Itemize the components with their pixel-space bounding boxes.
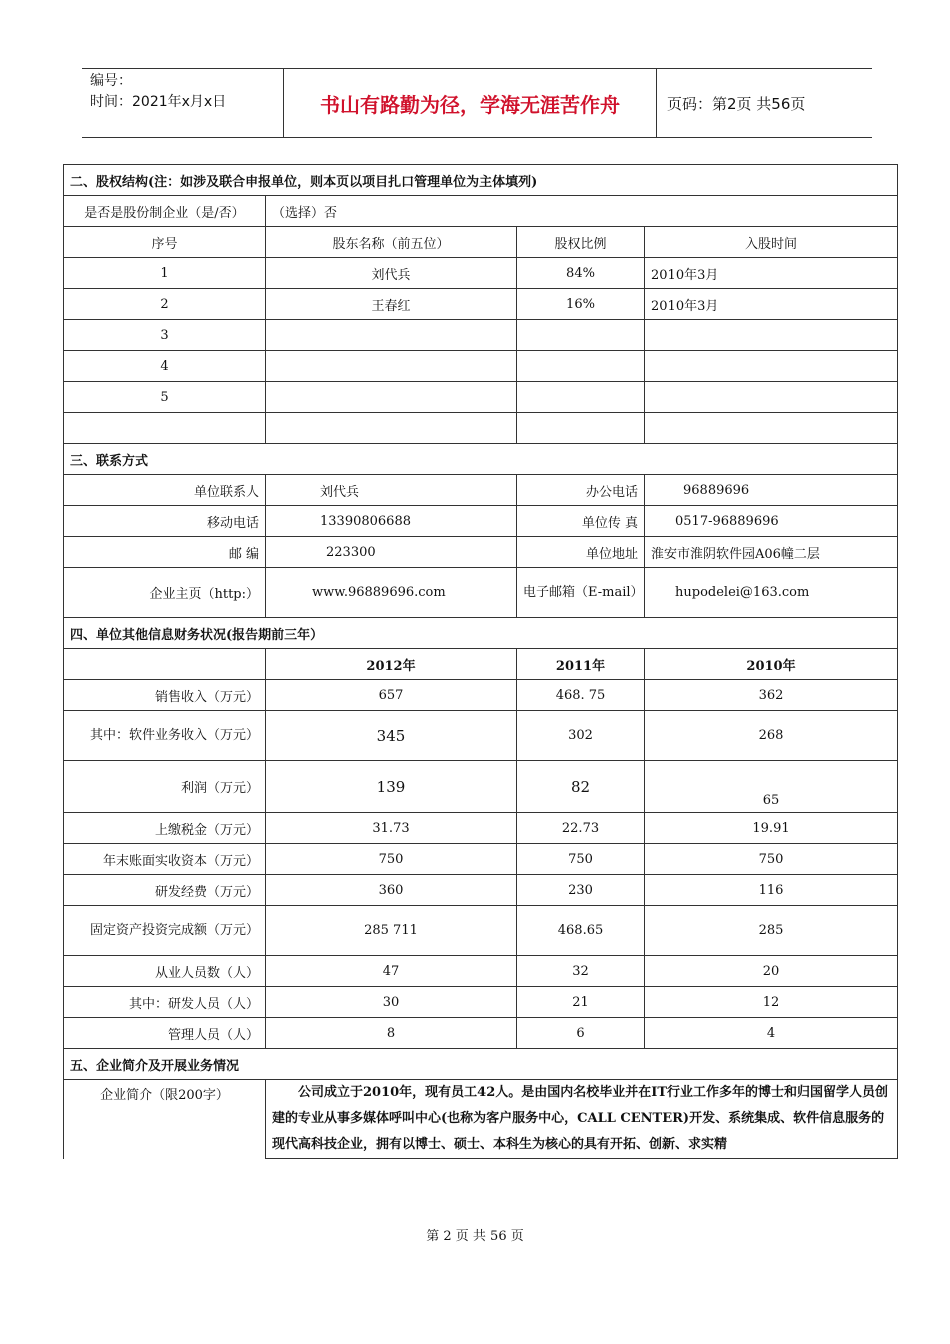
year-header-2010: 2010年 <box>645 649 898 680</box>
address-label: 单位地址 <box>517 537 645 568</box>
finance-value-2012[interactable]: 345 <box>266 711 517 761</box>
homepage-label: 企业主页（http:） <box>64 568 266 618</box>
table-row <box>64 1018 898 1049</box>
shareholding-row <box>64 196 898 227</box>
homepage-value[interactable]: www.96889696.com <box>266 568 517 618</box>
office-phone-label: 办公电话 <box>517 475 645 506</box>
table-row <box>64 906 898 956</box>
finance-row-label: 销售收入（万元） <box>64 680 266 711</box>
postcode-value[interactable]: 223300 <box>266 537 517 568</box>
finance-value-2012[interactable]: 750 <box>266 844 517 875</box>
finance-value-2012[interactable]: 47 <box>266 956 517 987</box>
shareholder-no: 1 <box>64 258 266 289</box>
finance-section-row <box>64 618 898 649</box>
header-page-info: 页码：第2页 共56页 <box>667 94 806 113</box>
office-phone-value[interactable]: 96889696 <box>645 475 898 506</box>
shareholder-name[interactable] <box>266 320 517 351</box>
intro-text-content: 公司成立于2010年，现有员工42人。是由国内名校毕业并在IT行业工作多年的博士和归国留学人员创建的专业从事多媒体呼叫中心(也称为客户服务中心，CALL CENTER)开发、系统集成、软件信息服务的现代高科技企业，拥有以博士、硕士、本科生为核心的具有开拓、创新、求实精 <box>272 1085 889 1152</box>
finance-value-2011[interactable]: 750 <box>517 844 645 875</box>
page-header <box>82 68 872 138</box>
contact-row <box>64 506 898 537</box>
shareholder-date[interactable] <box>645 382 898 413</box>
finance-value-2011[interactable]: 302 <box>517 711 645 761</box>
table-row <box>64 875 898 906</box>
finance-value-2010[interactable]: 12 <box>645 987 898 1018</box>
header-slogan: 书山有路勤为径，学海无涯苦作舟 <box>284 69 657 137</box>
table-row <box>64 258 898 289</box>
finance-row-label: 从业人员数（人） <box>64 956 266 987</box>
contact-row <box>64 475 898 506</box>
finance-row-label: 固定资产投资完成额（万元） <box>64 906 266 956</box>
page-footer: 第 2 页 共 56 页 <box>426 1229 524 1244</box>
col-header-shareholder: 股东名称（前五位） <box>266 227 517 258</box>
contact-section-title: 三、联系方式 <box>64 444 898 475</box>
intro-section-row <box>64 1049 898 1080</box>
shareholder-date[interactable] <box>645 320 898 351</box>
contact-person-value[interactable]: 刘代兵 <box>266 475 517 506</box>
intro-text[interactable] <box>266 1080 898 1159</box>
email-label: 电子邮箱（E-mail） <box>517 568 645 618</box>
finance-row-label: 其中：研发人员（人） <box>64 987 266 1018</box>
year-header-2011: 2011年 <box>517 649 645 680</box>
shareholding-label: 是否是股份制企业（是/否） <box>64 196 266 227</box>
table-row <box>64 351 898 382</box>
shareholder-name[interactable] <box>266 382 517 413</box>
table-row <box>64 413 898 444</box>
finance-value-2011[interactable]: 6 <box>517 1018 645 1049</box>
col-header-date: 入股时间 <box>645 227 898 258</box>
shareholder-name[interactable]: 王春红 <box>266 289 517 320</box>
contact-section-row <box>64 444 898 475</box>
finance-value-2010[interactable]: 362 <box>645 680 898 711</box>
finance-value-2010[interactable]: 268 <box>645 711 898 761</box>
table-row <box>64 761 898 813</box>
finance-value-2011[interactable]: 468. 75 <box>517 680 645 711</box>
shareholder-ratio[interactable]: 84% <box>517 258 645 289</box>
finance-value-2011[interactable]: 21 <box>517 987 645 1018</box>
address-value[interactable]: 淮安市淮阴软件园A06幢二层 <box>645 537 898 568</box>
shareholder-date[interactable] <box>645 413 898 444</box>
mobile-value[interactable]: 13390806688 <box>266 506 517 537</box>
contact-person-label: 单位联系人 <box>64 475 266 506</box>
shareholder-name[interactable] <box>266 351 517 382</box>
finance-value-2011[interactable]: 22.73 <box>517 813 645 844</box>
shareholder-ratio[interactable] <box>517 382 645 413</box>
finance-value-2012[interactable]: 139 <box>266 761 517 813</box>
postcode-label: 邮 编 <box>64 537 266 568</box>
finance-row-label: 研发经费（万元） <box>64 875 266 906</box>
finance-value-2010[interactable]: 285 <box>645 906 898 956</box>
table-row <box>64 680 898 711</box>
finance-row-label: 年末账面实收资本（万元） <box>64 844 266 875</box>
finance-row-label: 管理人员（人） <box>64 1018 266 1049</box>
contact-row <box>64 537 898 568</box>
shareholder-no: 5 <box>64 382 266 413</box>
col-header-no: 序号 <box>64 227 266 258</box>
shareholder-ratio[interactable] <box>517 351 645 382</box>
shareholder-ratio[interactable] <box>517 320 645 351</box>
shareholder-no: 4 <box>64 351 266 382</box>
finance-value-2012[interactable]: 360 <box>266 875 517 906</box>
table-row <box>64 382 898 413</box>
shareholder-date[interactable]: 2010年3月 <box>645 289 898 320</box>
equity-section-row <box>64 165 898 196</box>
contact-row <box>64 568 898 618</box>
intro-label: 企业简介（限200字） <box>64 1080 266 1159</box>
finance-row-label: 其中：软件业务收入（万元） <box>64 711 266 761</box>
table-row <box>64 320 898 351</box>
finance-row-label: 利润（万元） <box>64 761 266 813</box>
finance-row-label: 上缴税金（万元） <box>64 813 266 844</box>
shareholder-ratio[interactable] <box>517 413 645 444</box>
finance-value-2012[interactable]: 285 711 <box>266 906 517 956</box>
table-row <box>64 289 898 320</box>
finance-value-2011[interactable]: 468.65 <box>517 906 645 956</box>
shareholding-value[interactable]: （选择）否 <box>266 196 898 227</box>
finance-value-2010[interactable]: 65 <box>645 761 898 813</box>
email-value[interactable]: hupodelei@163.com <box>645 568 898 618</box>
equity-section-title: 二、股权结构(注：如涉及联合申报单位，则本页以项目扎口管理单位为主体填列) <box>64 165 898 196</box>
finance-value-2011[interactable]: 82 <box>517 761 645 813</box>
finance-header-empty <box>64 649 266 680</box>
finance-value-2011[interactable]: 32 <box>517 956 645 987</box>
shareholder-ratio[interactable]: 16% <box>517 289 645 320</box>
intro-section-title: 五、企业简介及开展业务情况 <box>64 1049 898 1080</box>
finance-value-2010[interactable]: 116 <box>645 875 898 906</box>
shareholder-date[interactable]: 2010年3月 <box>645 258 898 289</box>
table-row <box>64 987 898 1018</box>
shareholder-no <box>64 413 266 444</box>
fax-value[interactable]: 0517-96889696 <box>645 506 898 537</box>
shareholder-no: 2 <box>64 289 266 320</box>
finance-value-2011[interactable]: 230 <box>517 875 645 906</box>
col-header-ratio: 股权比例 <box>517 227 645 258</box>
equity-header-row <box>64 227 898 258</box>
application-form-table <box>63 164 898 1159</box>
fax-label: 单位传 真 <box>517 506 645 537</box>
finance-value-2010[interactable]: 19.91 <box>645 813 898 844</box>
shareholder-name[interactable] <box>266 413 517 444</box>
shareholder-name[interactable]: 刘代兵 <box>266 258 517 289</box>
shareholder-no: 3 <box>64 320 266 351</box>
table-row <box>64 844 898 875</box>
finance-value-2010[interactable]: 20 <box>645 956 898 987</box>
finance-value-2012[interactable]: 31.73 <box>266 813 517 844</box>
table-row <box>64 813 898 844</box>
finance-value-2012[interactable]: 30 <box>266 987 517 1018</box>
finance-value-2012[interactable]: 8 <box>266 1018 517 1049</box>
finance-value-2010[interactable]: 4 <box>645 1018 898 1049</box>
intro-row <box>64 1080 898 1159</box>
mobile-label: 移动电话 <box>64 506 266 537</box>
finance-value-2012[interactable]: 657 <box>266 680 517 711</box>
time-label: 时间：2021年x月x日 <box>90 94 227 110</box>
header-meta <box>82 69 284 137</box>
finance-header-row <box>64 649 898 680</box>
finance-value-2010[interactable]: 750 <box>645 844 898 875</box>
table-row <box>64 711 898 761</box>
shareholder-date[interactable] <box>645 351 898 382</box>
year-header-2012: 2012年 <box>266 649 517 680</box>
serial-label: 编号： <box>90 73 132 89</box>
table-row <box>64 956 898 987</box>
finance-section-title: 四、单位其他信息财务状况(报告期前三年） <box>64 618 898 649</box>
